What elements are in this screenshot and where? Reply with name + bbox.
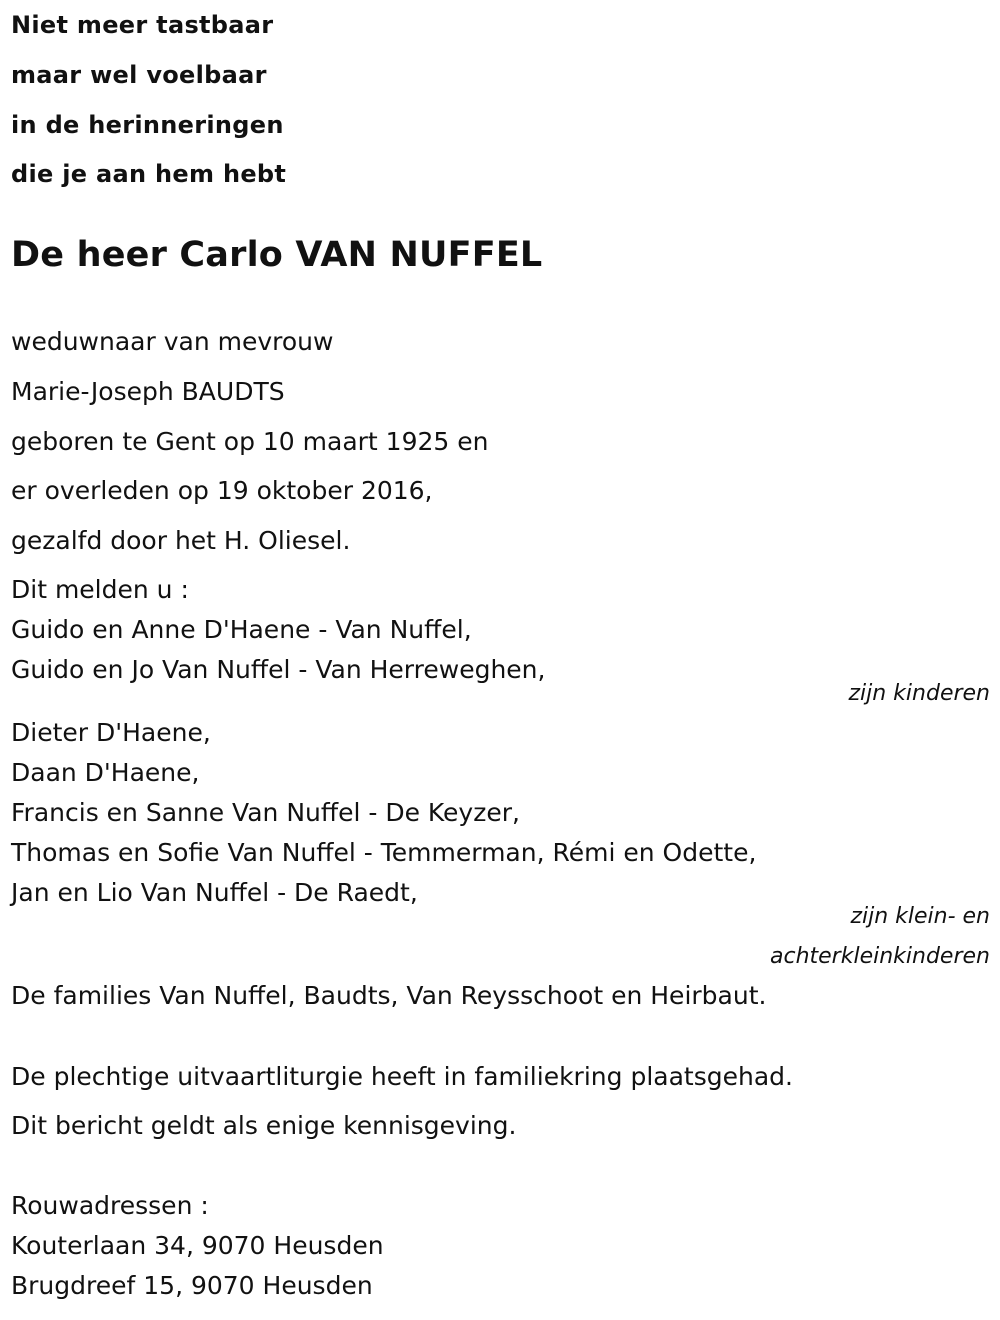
notice-line: Dit bericht geldt als enige kennisgeving. bbox=[11, 1111, 517, 1140]
widower-of: weduwnaar van mevrouw bbox=[11, 327, 334, 356]
grandchild-3: Francis en Sanne Van Nuffel - De Keyzer, bbox=[11, 798, 520, 827]
grandchild-1: Dieter D'Haene, bbox=[11, 718, 211, 747]
announce-intro: Dit melden u : bbox=[11, 575, 189, 604]
address-2: Brugdreef 15, 9070 Heusden bbox=[11, 1271, 373, 1300]
child-2: Guido en Jo Van Nuffel - Van Herreweghen, bbox=[11, 655, 546, 684]
address-1: Kouterlaan 34, 9070 Heusden bbox=[11, 1231, 384, 1260]
poem-line-2: maar wel voelbaar bbox=[11, 61, 267, 89]
addresses-label: Rouwadressen : bbox=[11, 1191, 209, 1220]
funeral-line: De plechtige uitvaartliturgie heeft in familiekring plaatsgehad. bbox=[11, 1062, 793, 1091]
poem-line-1: Niet meer tastbaar bbox=[11, 11, 274, 39]
child-1: Guido en Anne D'Haene - Van Nuffel, bbox=[11, 615, 472, 644]
poem-line-3: in de herinneringen bbox=[11, 111, 284, 139]
birth-info: geboren te Gent op 10 maart 1925 en bbox=[11, 427, 489, 456]
spouse-name: Marie-Joseph BAUDTS bbox=[11, 377, 285, 406]
grandchild-4: Thomas en Sofie Van Nuffel - Temmerman, Rémi en Odette, bbox=[11, 838, 757, 867]
deceased-name-title: De heer Carlo VAN NUFFEL bbox=[11, 235, 543, 275]
grandchild-5: Jan en Lio Van Nuffel - De Raedt, bbox=[11, 878, 418, 907]
grandchildren-role-label-2: achterkleinkinderen bbox=[770, 944, 990, 969]
poem-line-4: die je aan hem hebt bbox=[11, 160, 287, 188]
grandchildren-role-label-1: zijn klein- en bbox=[850, 904, 990, 929]
sacrament-info: gezalfd door het H. Oliesel. bbox=[11, 526, 351, 555]
children-role-label: zijn kinderen bbox=[848, 681, 990, 706]
death-info: er overleden op 19 oktober 2016, bbox=[11, 476, 433, 505]
grandchild-2: Daan D'Haene, bbox=[11, 758, 200, 787]
families-line: De families Van Nuffel, Baudts, Van Reysschoot en Heirbaut. bbox=[11, 981, 767, 1010]
